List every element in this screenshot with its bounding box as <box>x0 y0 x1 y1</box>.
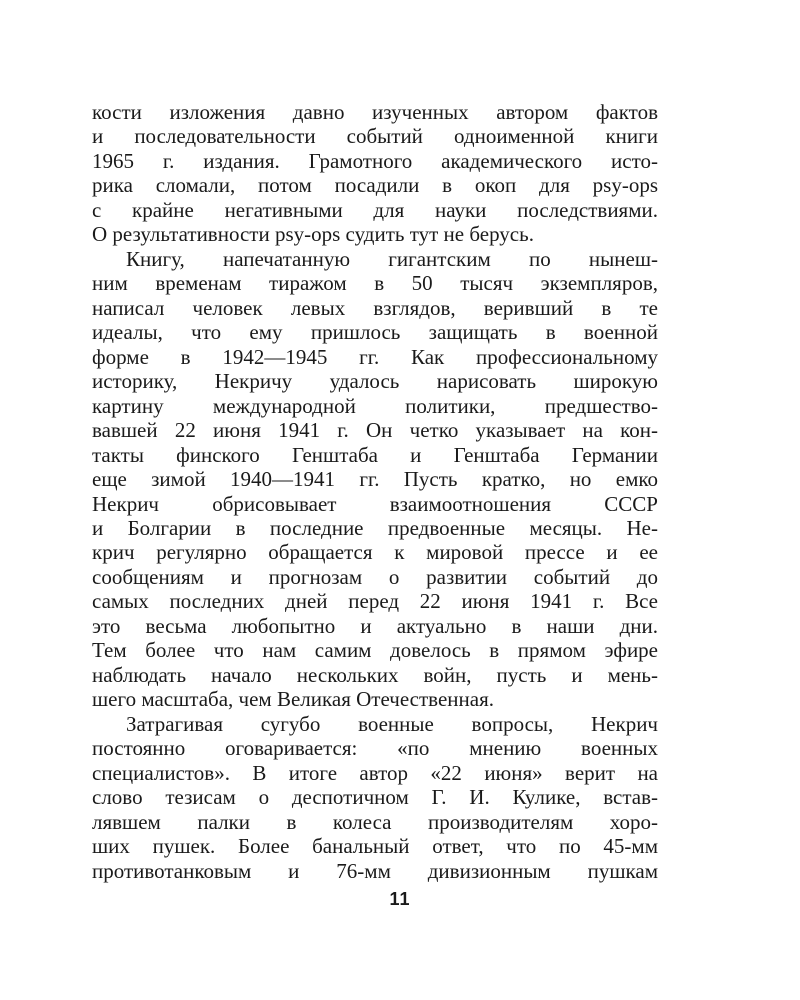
text-line: специалистов». В итоге автор «22 июня» верит на <box>92 760 658 785</box>
text-line: и Болгарии в последние предвоенные месяцы. Не- <box>92 515 658 540</box>
text-line: еще зимой 1940—1941 гг. Пусть кратко, но емко <box>92 467 658 492</box>
text-line: написал человек левых взглядов, веривший в те <box>92 295 658 320</box>
paragraph-first-line: Книгу, напечатанную гигантским по нынеш- <box>126 246 658 271</box>
text-line: 1965 г. издания. Грамотного академического исто- <box>92 148 658 173</box>
text-line: такты финского Генштаба и Генштаба Германии <box>92 442 658 467</box>
page-number: 11 <box>389 889 411 909</box>
text-line: противотанковым и 76-мм дивизионным пушкам <box>92 858 658 883</box>
text-line: форме в 1942—1945 гг. Как профессиональному <box>92 344 658 369</box>
text-line: ним временам тиражом в 50 тысяч экземпляров, <box>92 271 658 296</box>
text-line: кости изложения давно изученных автором фактов <box>92 100 658 124</box>
text-line: идеалы, что ему пришлось защищать в военной <box>92 320 658 345</box>
text-line: историку, Некричу удалось нарисовать широкую <box>92 369 658 394</box>
text-line: и последовательности событий одноименной книги <box>92 124 658 149</box>
text-line: наблюдать начало нескольких войн, пусть и мень- <box>92 662 658 687</box>
text-line: с крайне негативными для науки последствиями. <box>92 197 658 222</box>
text-line: Некрич обрисовывает взаимоотношения СССР <box>92 491 658 516</box>
text-line: рика сломали, потом посадили в окоп для psy-ops <box>92 173 658 198</box>
text-line: картину международной политики, предшество- <box>92 393 658 418</box>
paragraph-first-line: Затрагивая сугубо военные вопросы, Некрич <box>126 711 658 736</box>
text-line: лявшем палки в колеса производителям хоро- <box>92 809 658 834</box>
text-line: это весьма любопытно и актуально в наши дни. <box>92 613 658 638</box>
text-line: ших пушек. Более банальный ответ, что по 45-мм <box>92 834 658 859</box>
text-line: Тем более что нам самим довелось в прямом эфире <box>92 638 658 663</box>
text-line: крич регулярно обращается к мировой прессе и ее <box>92 540 658 565</box>
text-line: самых последних дней перед 22 июня 1941 г. Все <box>92 589 658 614</box>
text-line: О результативности psy-ops судить тут не берусь. <box>92 222 534 247</box>
text-line: сообщениям и прогнозам о развитии событий до <box>92 564 658 589</box>
text-line: слово тезисам о деспотичном Г. И. Кулике, встав- <box>92 785 658 810</box>
text-line: шего масштаба, чем Великая Отечественная. <box>92 687 494 712</box>
text-line: постоянно оговаривается: «по мнению военных <box>92 736 658 761</box>
page-body <box>92 100 658 883</box>
text-line: вавшей 22 июня 1941 г. Он четко указывает на кон- <box>92 418 658 443</box>
